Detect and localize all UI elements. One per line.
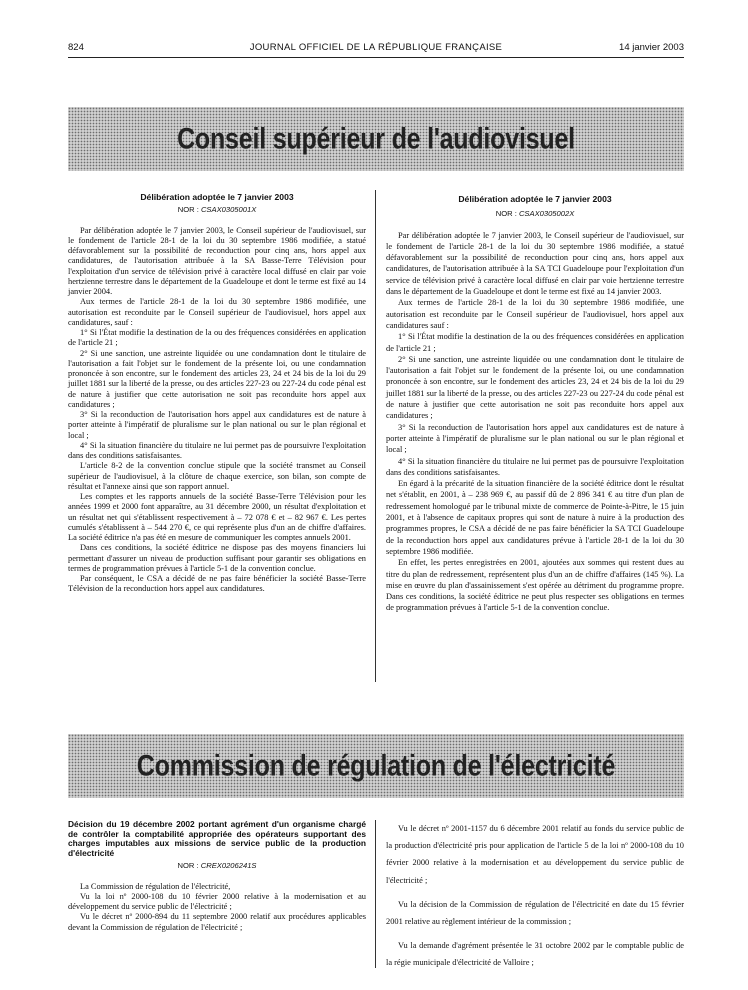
deliberation-heading: Délibération adoptée le 7 janvier 2003 bbox=[140, 192, 294, 202]
page-number: 824 bbox=[68, 42, 84, 53]
paragraph: 2° Si une sanction, une astreinte liquidée ou une condamnation dont le titulaire de l'autorisation a fait l'objet sur le fondement de la présente loi, ou une condamnation prononcée à son encontre, sur le fondement des articles 23, 24 et 24 bis de la loi du 29 juillet 1881 sur la liberté de la presse, ou des articles 227-23 ou 227-24 du code pénal est de nature à justifier que cette autorisation ne soit pas reconduite hors appel aux candidatures ; bbox=[386, 354, 684, 421]
nor-code: CREX0206241S bbox=[200, 861, 257, 871]
banner-title: Commission de régulation de l'électricité bbox=[136, 748, 616, 783]
header-rule bbox=[68, 57, 684, 58]
column-separator bbox=[375, 820, 376, 968]
paragraph: Dans ces conditions, la société éditrice ne dispose pas des moyens financiers lui permettant d'assurer un niveau de production suffisant pour garantir ses obligations en termes de programmation prévues à l'article 5-1 de la convention conclue. bbox=[68, 543, 366, 573]
nor-reference bbox=[68, 861, 366, 871]
paragraph: Aux termes de l'article 28-1 de la loi du 30 septembre 1986 modifiée, une autorisation est reconduite par le Conseil supérieur de l'audiovisuel, hors appel aux candidatures sauf : bbox=[386, 298, 684, 330]
issue-date: 14 janvier 2003 bbox=[619, 42, 684, 53]
nor-reference bbox=[68, 205, 366, 215]
paragraph: 4° Si la situation financière du titulaire ne lui permet pas de poursuivre l'exploitation dans des conditions satisfaisantes. bbox=[386, 456, 684, 477]
paragraph: 1° Si l'État modifie la destination de la ou des fréquences considérées en application de l'article 21 ; bbox=[68, 328, 366, 348]
cre-left-column bbox=[68, 820, 366, 933]
paragraph: Par délibération adoptée le 7 janvier 2003, le Conseil supérieur de l'audiovisuel, sur le fondement de l'article 28-1 de la loi du 30 septembre 1986 modifiée, a statué défavorablement sur la possibilité de reconduction pour cinq ans, hors appel aux candidatures, de l'autorisation attribuée à la SA Basse-Terre Télévision pour l'exploitation d'un service de télévision privé à caractère local diffusé en clair par voie hertzienne terrestre dans le département de la Guadeloupe et dont le terme est fixé au 14 janvier 2004. bbox=[68, 225, 366, 296]
paragraph: L'article 8-2 de la convention conclue stipule que la société transmet au Conseil supérieur de l'audiovisuel, à la clôture de chaque exercice, son bilan, son compte de résultat et l'annexe ainsi que son rapport annuel. bbox=[68, 461, 366, 491]
decision-heading: Décision du 19 décembre 2002 portant agrément d'un organisme chargé de contrôler la comptabilité appropriée des opérateurs supportant des charges imputables aux missions de service public de la production d'électricité bbox=[68, 819, 366, 858]
paragraph: 1° Si l'État modifie la destination de la ou des fréquences considérées en application de l'article 21 ; bbox=[386, 332, 684, 353]
paragraph: Vu la demande d'agrément présentée le 31 octobre 2002 par le comptable public de la régie municipale d'électricité de Valloire ; bbox=[386, 941, 684, 968]
banner-title: Conseil supérieur de l'audiovisuel bbox=[177, 121, 575, 156]
paragraph: 2° Si une sanction, une astreinte liquidée ou une condamnation dont le titulaire de l'autorisation a fait l'objet sur le fondement de la présente loi, ou une condamnation prononcée à son encontre, sur le fondement des articles 23, 24 et 24 bis de la loi du 29 juillet 1881 sur la liberté de la presse, ou des articles 227-23 ou 227-24 du code pénal est de nature à justifier que cette autorisation ne soit pas reconduite hors appel aux candidatures ; bbox=[68, 348, 366, 409]
paragraph: En égard à la précarité de la situation financière de la société éditrice dont le résultat net s'établit, en 2001, à – 238 969 €, au passif dû de 2 896 341 € au titre d'un plan de redressement homologué par le tribunal mixte de commerce de Pointe-à-Pitre, le 15 juin 2001, et à l'absence de capitaux propres qui sont de nature à nuire à la production des programmes propres, le CSA a décidé de ne pas faire bénéficier la SA TCI Guadeloupe de la reconduction hors appel aux candidatures prévue à l'article 28-1 de la loi du 30 septembre 1986 modifiée. bbox=[386, 479, 684, 556]
paragraph: 3° Si la reconduction de l'autorisation hors appel aux candidatures est de nature à porter atteinte à l'impératif de pluralisme sur le plan national ou sur le plan régional et local ; bbox=[68, 410, 366, 440]
section-banner-csa bbox=[68, 107, 684, 171]
paragraph: Vu le décret nº 2000-894 du 11 septembre 2000 relatif aux procédures applicables devant la Commission de régulation de l'électricité ; bbox=[68, 912, 366, 932]
nor-code: CSAX0305002X bbox=[518, 209, 575, 219]
section-banner-cre bbox=[68, 734, 684, 798]
paragraph: En effet, les pertes enregistrées en 2001, ajoutées aux sommes qui restent dues au titre du plan de redressement, représentent plus d'un an de chiffre d'affaires (145 %). La mise en œuvre du plan d'assainissement s'est opérée au détriment du programme propre. Dans ces conditions, la société éditrice ne peut plus respecter ses obligations en termes de programmation prévues à l'article 5-1 de la convention conclue. bbox=[386, 558, 684, 613]
cre-right-column bbox=[386, 820, 684, 972]
deliberation-heading: Délibération adoptée le 7 janvier 2003 bbox=[458, 194, 612, 204]
paragraph: Vu la décision de la Commission de régulation de l'électricité en date du 15 février 2001 relative au règlement intérieur de la commission ; bbox=[386, 899, 684, 927]
paragraph: Vu la loi nº 2000-108 du 10 février 2000 relative à la modernisation et au développement du service public de l'électricité ; bbox=[68, 891, 366, 912]
csa-left-column bbox=[68, 192, 366, 595]
nor-label: NOR : bbox=[177, 861, 199, 871]
paragraph: Par délibération adoptée le 7 janvier 2003, le Conseil supérieur de l'audiovisuel, sur le fondement de l'article 28-1 de la loi du 30 septembre 1986 modifiée, a statué défavorablement sur la possibilité de reconduction pour cinq ans, hors appel aux candidatures, de l'autorisation attribuée à la SA TCI Guadeloupe pour l'exploitation d'un service de télévision privé à caractère local diffusé en clair par voie hertzienne terrestre dans le département de la Guadeloupe et dont le terme est fixé au 14 janvier 2003. bbox=[386, 230, 684, 297]
nor-label: NOR : bbox=[495, 209, 517, 219]
column-separator bbox=[375, 190, 376, 682]
nor-label: NOR : bbox=[177, 205, 199, 215]
paragraph: 3° Si la reconduction de l'autorisation hors appel aux candidatures est de nature à porter atteinte à l'impératif de pluralisme sur le plan national ou sur le plan régional et local ; bbox=[386, 422, 684, 455]
running-header bbox=[68, 42, 684, 56]
paragraph: Aux termes de l'article 28-1 de la loi du 30 septembre 1986 modifiée, une autorisation est reconduite par le Conseil supérieur de l'audiovisuel, hors appel aux candidatures, sauf : bbox=[68, 297, 366, 327]
paragraph: Par conséquent, le CSA a décidé de ne pas faire bénéficier la société Basse-Terre Télévision de la reconduction hors appel aux candidatures. bbox=[68, 574, 366, 594]
csa-right-column bbox=[386, 194, 684, 614]
paragraph: Les comptes et les rapports annuels de la société Basse-Terre Télévision pour les années 1999 et 2000 font apparaître, au 31 décembre 2000, un résultat d'exploitation et un résultat net qui s'établissent respectivement à – 72 078 € et – 82 967 €. Les pertes cumulés s'établissent à – 544 270 €, ce qui représente plus d'un an de chiffre d'affaires. La société éditrice n'a pas été en mesure de communiquer les comptes annuels 2001. bbox=[68, 492, 366, 542]
paragraph: La Commission de régulation de l'électricité, bbox=[80, 881, 231, 891]
paragraph: 4° Si la situation financière du titulaire ne lui permet pas de poursuivre l'exploitation dans des conditions satisfaisantes. bbox=[68, 440, 366, 460]
nor-reference bbox=[386, 208, 684, 219]
paragraph: Vu le décret nº 2001-1157 du 6 décembre 2001 relatif au fonds du service public de la production d'électricité pris pour application de l'article 5 de la loi nº 2000-108 du 10 février 2000 relative à la modernisation et au développement du service public de l'électricité ; bbox=[386, 824, 684, 885]
journal-title: JOURNAL OFFICIEL DE LA RÉPUBLIQUE FRANÇAISE bbox=[249, 42, 503, 53]
nor-code: CSAX0305001X bbox=[200, 205, 257, 215]
